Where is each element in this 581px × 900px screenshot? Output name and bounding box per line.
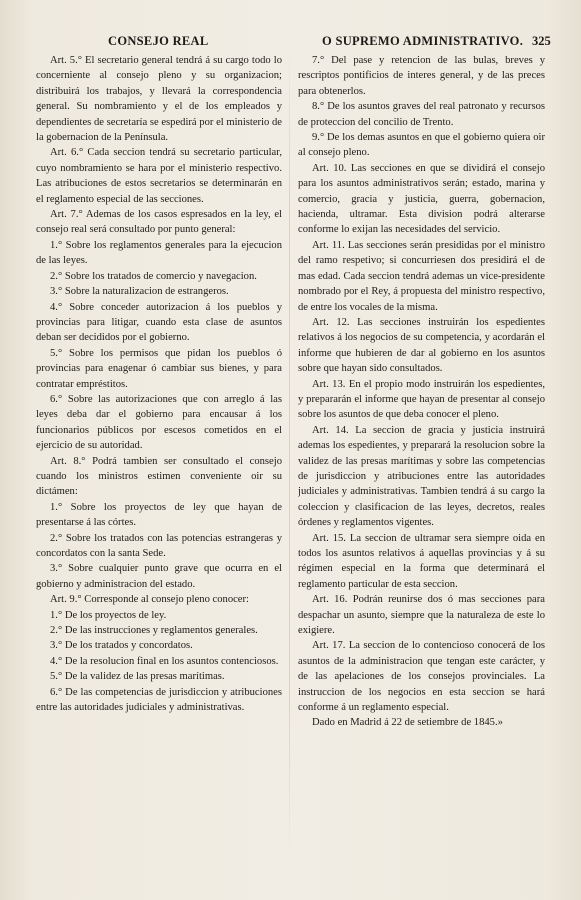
paragraph: Art. 6.° Cada seccion tendrá su secretario particular, cuyo nombramiento se hara por el ministerio respectivo. Las atribuciones de estos secretarios se determinarán en el reglamento especial de las secciones. [36,147,282,205]
paragraph: Art. 16. Podrán reunirse dos ó mas secciones para despachar un asunto, siempre que la naturaleza de este lo exigiere. [298,594,545,637]
paragraph: 2.° De las instrucciones y reglamentos generales. [50,625,258,637]
paragraph: Art. 13. En el propio modo instruirán los espedientes, y prepararán el informe que hayan de presentar al consejo sobre los asuntos de que deba conocer el pleno. [298,378,545,421]
paragraph: 6.° Sobre las autorizaciones que con arreglo á las leyes deba dar el gobierno para encausar á los funcionarios públicos por escesos cometidos en el ejercicio de su autoridad. [36,393,282,452]
paragraph: 1.° Sobre los reglamentos generales para la ejecucion de las leyes. [36,239,282,267]
paragraph: 1.° De los proyectos de ley. [50,609,167,621]
paragraph: Art. 17. La seccion de lo contencioso conocerá de los asuntos de la administracion que tengan este carácter, y de las apelaciones de los consejos provinciales. La instruccion de los negocios en esta seccion se hará conforme á un reglamento especial. [298,640,545,714]
header-right-title: O SUPREMO ADMINISTRATIVO. [322,34,524,48]
left-column [36,53,282,853]
paragraph: Art. 5.° El secretario general tendrá á su cargo todo lo concerniente al consejo pleno y su organizacion; distribuirá los trabajos, y llevará la correspondencia general. Su nombramiento y el de los empleados y dependientes de secretaría se espedirá por el ministerio de la gobernacion de la Península. [36,55,282,144]
paragraph: 2.° Sobre los tratados con las potencias estrangeras y concordatos con la santa Sede. [36,532,282,559]
paragraph: Art. 8.° Podrá tambien ser consultado el consejo cuando los ministros estimen conveniente oir su dictámen: [36,455,282,498]
right-column [298,53,545,853]
paragraph: 3.° De los tratados y concordatos. [50,640,193,652]
paragraph: 8.° De los asuntos graves del real patronato y recursos de proteccion del concilio de Trento. [298,101,545,128]
page-number: 325 [532,34,551,48]
paragraph: Art. 9.° Corresponde al consejo pleno conocer: [50,594,249,606]
paragraph: 5.° De la validez de las presas marítimas. [50,671,225,683]
paragraph: 4.° Sobre conceder autorizacion á los pueblos y provincias para litigar, cuando esta clase de asuntos deban ser decididos por el gobierno. [36,301,282,344]
paragraph: 9.° De los demas asuntos en que el gobierno quiera oir al consejo pleno. [298,132,545,159]
paragraph: 2.° Sobre los tratados de comercio y navegacion. [50,270,257,282]
paragraph: 5.° Sobre los permisos que pidan los pueblos ó provincias para enagenar ó cambiar sus bienes, y para contratar empréstitos. [36,347,282,390]
paragraph: 6.° De las competencias de jurisdiccion y atribuciones entre las autoridades judiciales y administrativas. [36,686,282,714]
paragraph: Art. 11. Las secciones serán presididas por el ministro del ramo respetivo; si concurriesen dos presidirá el de mas edad. Cada seccion tendrá ademas un vice-presidente nombrado por el Rey, á propuesta del ministro respectivo, de entre los vocales de la misma. [298,239,545,313]
paragraph: 7.° Del pase y retencion de las bulas, breves y rescriptos pontificios de interes general, y de las preces para obtenerlos. [298,55,545,97]
paragraph: Dado en Madrid á 22 de setiembre de 1845.» [312,717,503,729]
paragraph: 3.° Sobre cualquier punto grave que ocurra en el gobierno y administracion del estado. [36,563,282,590]
paragraph: Art. 10. Las secciones en que se dividirá el consejo para los asuntos administrativos serán; estado, marina y comercio, gracia y justicia, guerra, gobernacion, hacienda, ultramar. Esta division podrá alterarse conforme lo exijan las necesidades del servicio. [298,162,545,236]
running-header [0,34,581,50]
paragraph: Art. 7.° Ademas de los casos espresados en la ley, el consejo real será consultado por punto general: [36,209,282,236]
column-divider [289,40,290,860]
paragraph: Art. 12. Las secciones instruirán los espedientes relativos á los negocios de su competencia, y acordarán el informe que hubieren de dar al gobierno en los asuntos sobre que hayan sido consultados. [298,316,545,375]
paragraph: 4.° De la resolucion final en los asuntos contenciosos. [50,655,279,667]
paragraph: 1.° Sobre los proyectos de ley que hayan de presentarse á las córtes. [36,501,282,529]
paragraph: Art. 15. La seccion de ultramar sera siempre oida en todos los asuntos relativos á aquellas provincias y á su régimen especial en la forma que determinará el reglamento particular de esta seccion. [298,532,545,590]
paragraph: Art. 14. La seccion de gracia y justicia instruirá ademas los espedientes, y preparará la resolucion sobre la validez de las presas marítimas y sobre las competencias de jurisdiccion y atribuciones entre las autoridades judiciales y administrativas. Tambien tendrá á su cargo la coleccion y clasificacion de las leyes, decretos, reales órdenes y reglamentos vigentes. [298,424,545,529]
paragraph: 3.° Sobre la naturalizacion de estrangeros. [50,286,229,298]
header-left-title: CONSEJO REAL [108,34,209,48]
